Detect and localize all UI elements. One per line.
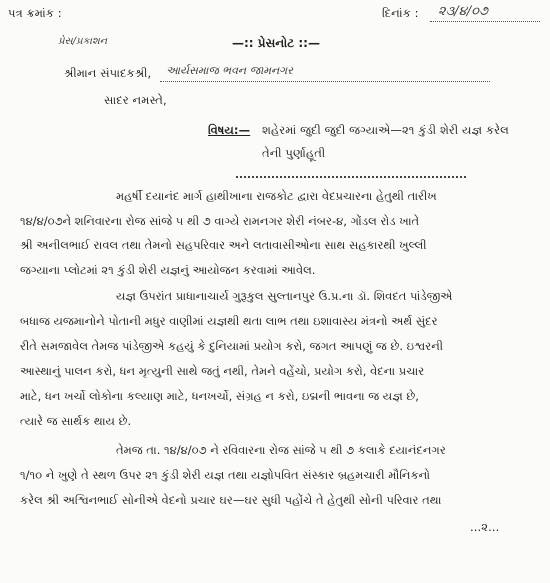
body-line: માટે, ધન ખર્ચો લોકોના કલ્યાણ માટે, ધનખર્ચો, સંગ્રહ ન કરો, ઇદ્મની ભાવના જ યજ્ઞ છે,	[20, 389, 419, 403]
body-line: રીતે સમજાવેલ તેમજ પાંડેજીએ કહયું કે દુનિયામાં પ્રયોગ કરો, જગત આપણું જ છે. ઇશ્વરની	[20, 339, 444, 353]
subject-line-1: શહેરમાં જુદી જુદી જગ્યાએ—૨૧ કુંડી શેરી યજ્ઞ કરેલ	[262, 123, 509, 137]
body-line: કરેલ શ્રી અશ્વિનભાઈ સોનીએ વેદનો પ્રચાર ઘર—ઘર સુધી પહોંચે તે હેતુથી સોની પરિવાર તથા	[20, 493, 442, 507]
body-line: શ્રી અનીલભાઈ રાવલ તથા તેમનો સહપરિવાર અને લતાવાસીઓના સાથ સહકારથી ખુલ્લી	[20, 238, 427, 252]
body-line: ૧/૧૦ ને ખુણે તે સ્થળ ઉપર ૨૧ કુંડી શેરી યજ્ઞ તથા યજ્ઞોપવિત સંસ્કાર બ્રહમચારી મૌનિકનો	[20, 468, 431, 482]
body-line: ૧૪/૪/૦૭ને શનિવારના રોજ સાંજે ૫ થી ૭ વાગ્યે રામનગર શેરી નંબર-૪, ગોંડલ રોડ ખાતે	[20, 214, 420, 228]
body-line: ત્યારે જ સાર્થક થાય છે.	[20, 414, 132, 428]
addressee-handwritten: આર્યસમાજ ભવન જામનગર	[166, 64, 293, 77]
reference-number-label: પત્ર ક્રમાંક :	[8, 6, 62, 20]
body-line: તેમજ તા. ૧૪/૪/૦૭ ને રવિવારના રોજ સાંજે ૫ થી ૭ કલાકે દયાનંદનગર	[116, 443, 446, 457]
separator-dotted	[236, 176, 466, 178]
body-line: આસ્થાનું પાલન કરો, ધન મૃત્યુની સાથે જતું નથી, તેમને વહેંચો, પ્રયોગ કરો, વેદના પ્રચાર	[20, 364, 425, 378]
body-line: બધાજ યજમાનોને પોતાની મધુર વાણીમાં યજ્ઞથી થતા લાભ તથા ઇશાવાસ્ય મંત્રનો અર્થ સુંદર	[20, 314, 438, 328]
body-line: મહર્ષી દયાનંદ માર્ગ હાથીખાના રાજકોટ દ્વારા વેદપ્રચારના હેતુથી તારીખ	[116, 189, 437, 203]
body-line: જગ્યાના પ્લોટમાં ૨૧ કુંડી શેરી યજ્ઞનું આયોજન કરવામાં આવેલ.	[20, 263, 316, 277]
date-handwritten: ૨૩/૪/૦૭	[438, 4, 488, 19]
page-title: —:: પ્રેસનોટ ::—	[232, 36, 320, 50]
handwritten-note-left: પ્રેસ/પ્રકાશન	[58, 36, 108, 47]
date-underline	[430, 21, 540, 22]
addressee-underline	[160, 81, 490, 82]
subject-line-2: તેની પુર્ણાહૂતી	[262, 146, 326, 160]
greeting: સાદર નમસ્તે,	[104, 93, 167, 107]
date-label: દિનાંક :	[382, 6, 419, 20]
subject-label: વિષય:—	[208, 123, 251, 137]
salutation-prefix: શ્રીમાન સંપાદકશ્રી,	[64, 66, 152, 80]
body-line: યજ્ઞ ઉપરાંત પ્રાધાનાચાર્ય ગુરૂકુલ સુલ્તાનપુર ઉ.પ્ર.ના ડૉ. શિવદત પાંડેજીએ	[116, 289, 453, 303]
continuation-marker: ...૨...	[470, 520, 500, 534]
